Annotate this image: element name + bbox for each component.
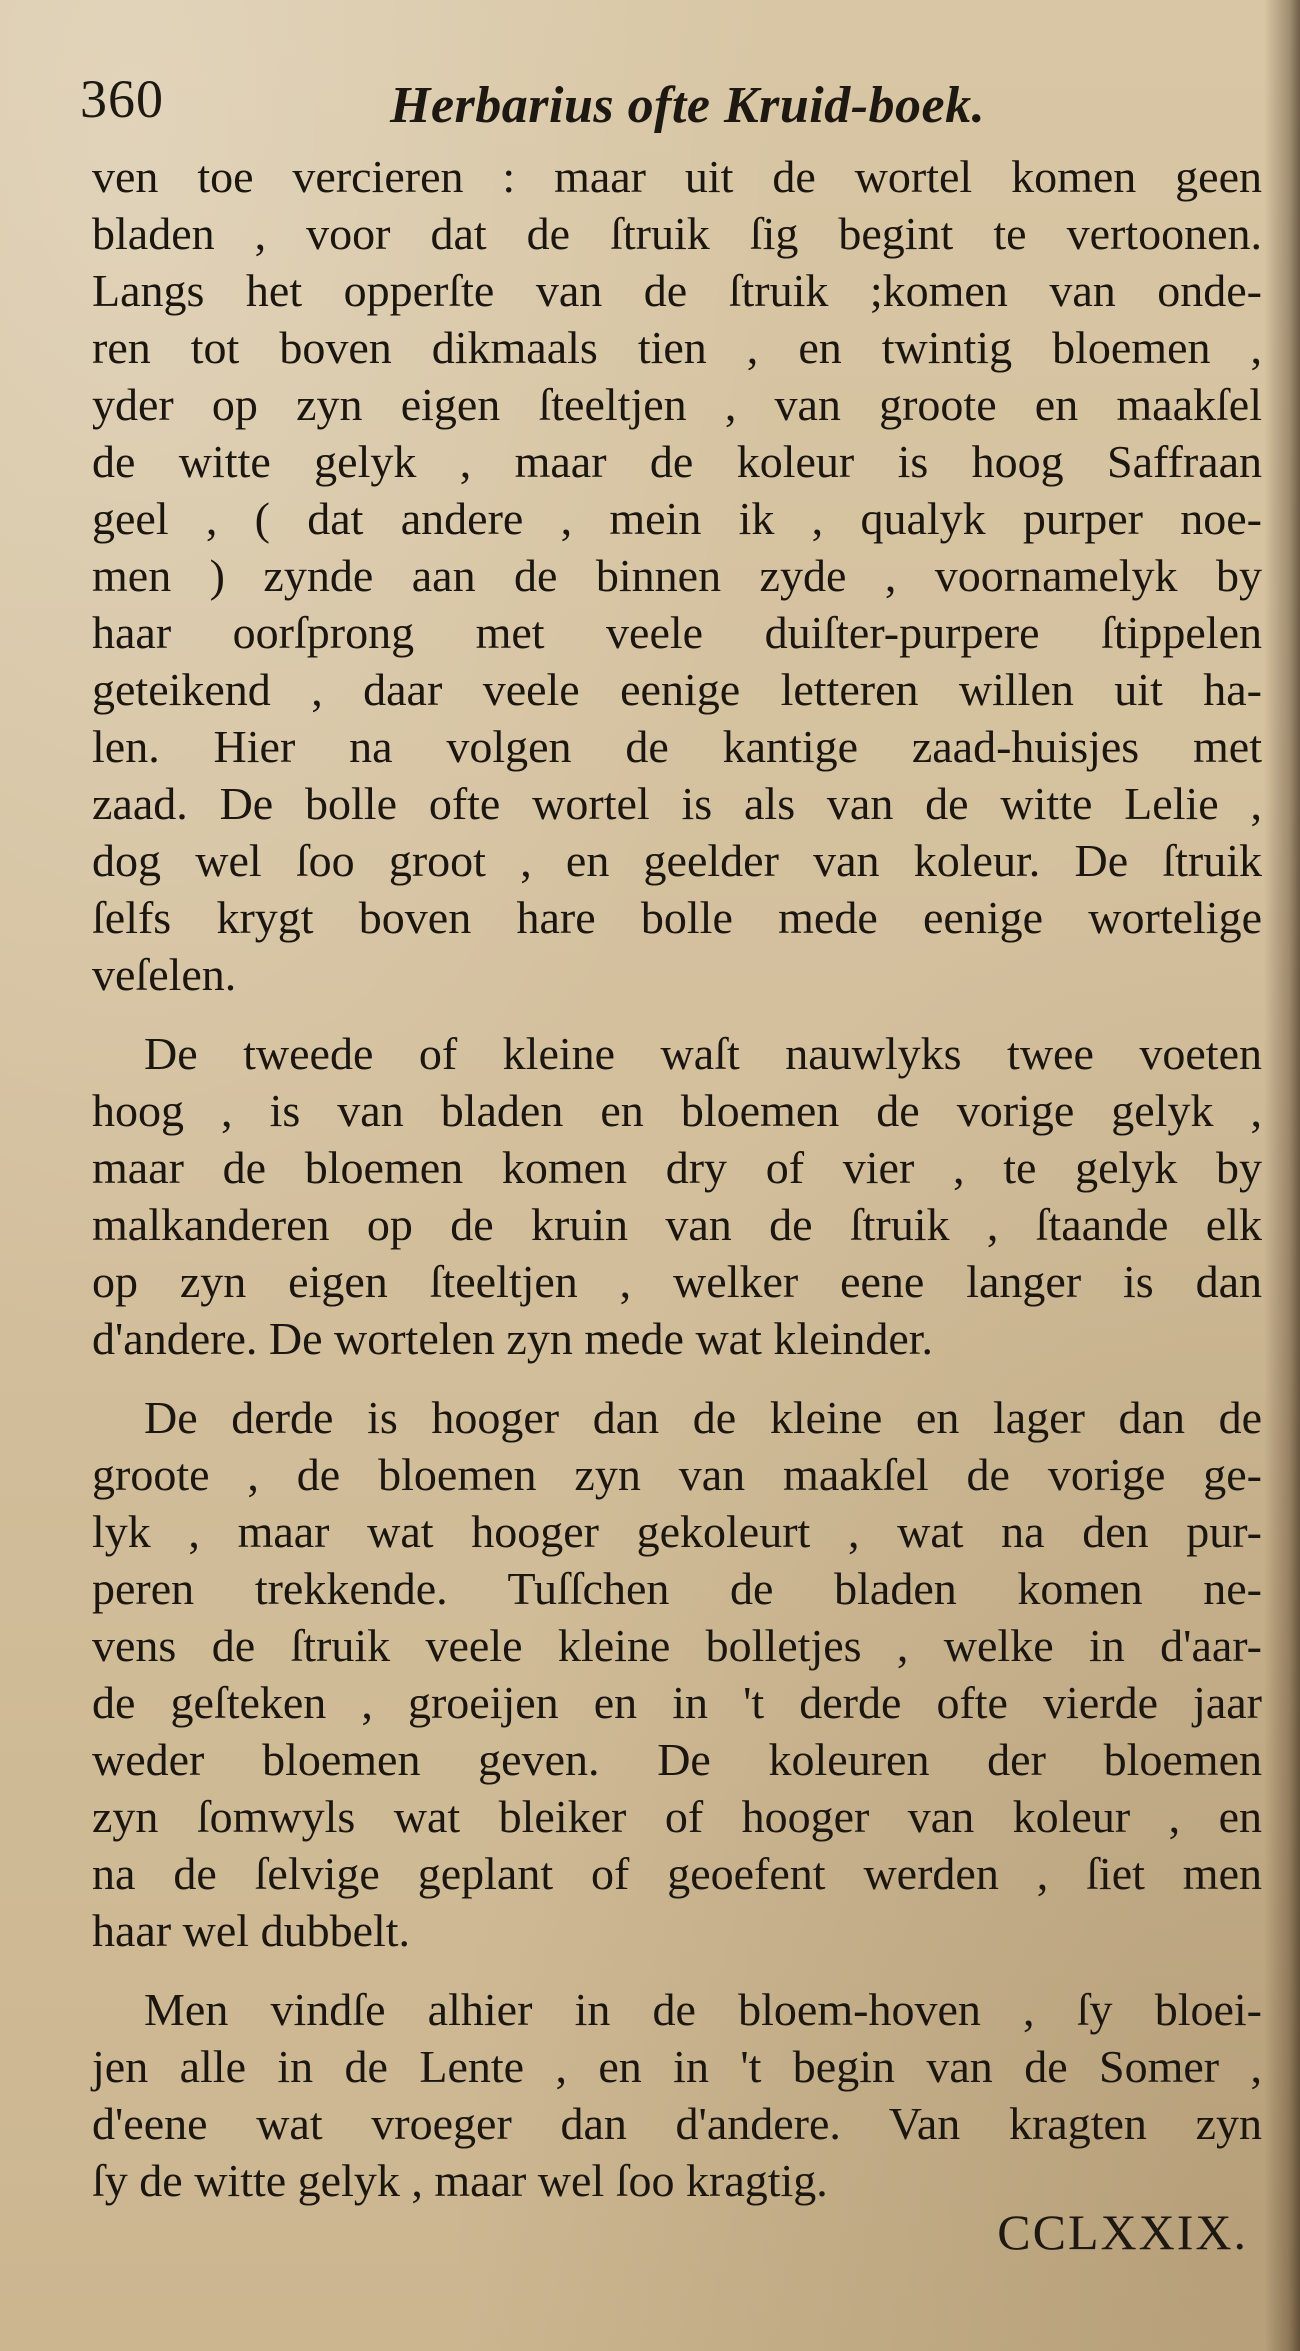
text-line: men ) zynde aan de binnen zyde , voornamelyk by [92, 550, 1262, 601]
text-line: vens de ſtruik veele kleine bolletjes , welke in d'aar- [92, 1620, 1262, 1671]
text-line: jen alle in de Lente , en in 't begin van de Somer , [92, 2041, 1262, 2092]
text-line: haar wel dubbelt. [92, 1905, 411, 1956]
text-line: zyn ſomwyls wat bleiker of hooger van koleur , en [92, 1791, 1262, 1842]
book-gutter-shadow [1264, 0, 1300, 2351]
text-line: maar de bloemen komen dry of vier , te gelyk by [92, 1142, 1262, 1193]
text-line: zaad. De bolle ofte wortel is als van de witte Lelie , [92, 778, 1262, 829]
text-line: ven toe vercieren : maar uit de wortel komen geen [92, 151, 1262, 202]
text-line: weder bloemen geven. De koleuren der bloemen [92, 1734, 1262, 1785]
text-line: peren trekkende. Tuſſchen de bladen komen ne- [92, 1563, 1262, 1614]
text-line: ſy de witte gelyk , maar wel ſoo kragtig. [92, 2155, 828, 2206]
text-line: ſelfs krygt boven hare bolle mede eenige wortelige [92, 892, 1262, 943]
text-line: veſelen. [92, 949, 237, 1000]
text-line: groote , de bloemen zyn van maakſel de vorige ge- [92, 1449, 1262, 1500]
text-line: Langs het opperſte van de ſtruik ;komen van onde- [92, 265, 1262, 316]
text-line: d'eene wat vroeger dan d'andere. Van kragten zyn [92, 2098, 1262, 2149]
paragraph-gap [92, 1003, 1262, 1025]
paragraph-gap [92, 1959, 1262, 1981]
text-line: len. Hier na volgen de kantige zaad-huisjes met [92, 721, 1262, 772]
text-line: yder op zyn eigen ſteeltjen , van groote en maakſel [92, 379, 1262, 430]
text-line: d'andere. De wortelen zyn mede wat kleinder. [92, 1313, 934, 1364]
text-line: geteikend , daar veele eenige letteren willen uit ha- [92, 664, 1262, 715]
text-line: De tweede of kleine waſt nauwlyks twee voeten [144, 1028, 1262, 1079]
page-number: 360 [80, 69, 164, 129]
text-line: de geſteken , groeijen en in 't derde ofte vierde jaar [92, 1677, 1262, 1728]
page-header [80, 58, 1250, 148]
body-text [92, 148, 1262, 2209]
text-line: lyk , maar wat hooger gekoleurt , wat na den pur- [92, 1506, 1262, 1557]
text-line: ren tot boven dikmaals tien , en twintig bloemen , [92, 322, 1262, 373]
text-line: op zyn eigen ſteeltjen , welker eene langer is dan [92, 1256, 1262, 1307]
text-line: haar oorſprong met veele duiſter-purpere ſtippelen [92, 607, 1262, 658]
text-line: malkanderen op de kruin van de ſtruik , ſtaande elk [92, 1199, 1262, 1250]
text-line: bladen , voor dat de ſtruik ſig begint te vertoonen. [92, 208, 1262, 259]
text-line: geel , ( dat andere , mein ik , qualyk purper noe- [92, 493, 1262, 544]
text-line: na de ſelvige geplant of geoefent werden , ſiet men [92, 1848, 1262, 1899]
text-line: hoog , is van bladen en bloemen de vorige gelyk , [92, 1085, 1262, 1136]
text-line: Men vindſe alhier in de bloem-hoven , ſy bloei- [144, 1984, 1262, 2035]
catchword: CCLXXIX. [997, 2204, 1248, 2260]
text-line: de witte gelyk , maar de koleur is hoog Saffraan [92, 436, 1262, 487]
paragraph-gap [92, 1367, 1262, 1389]
running-title: Herbarius ofte Kruid-boek. [390, 77, 986, 134]
text-line: De derde is hooger dan de kleine en lager dan de [144, 1392, 1262, 1443]
text-line: dog wel ſoo groot , en geelder van koleur. De ſtruik [92, 835, 1262, 886]
